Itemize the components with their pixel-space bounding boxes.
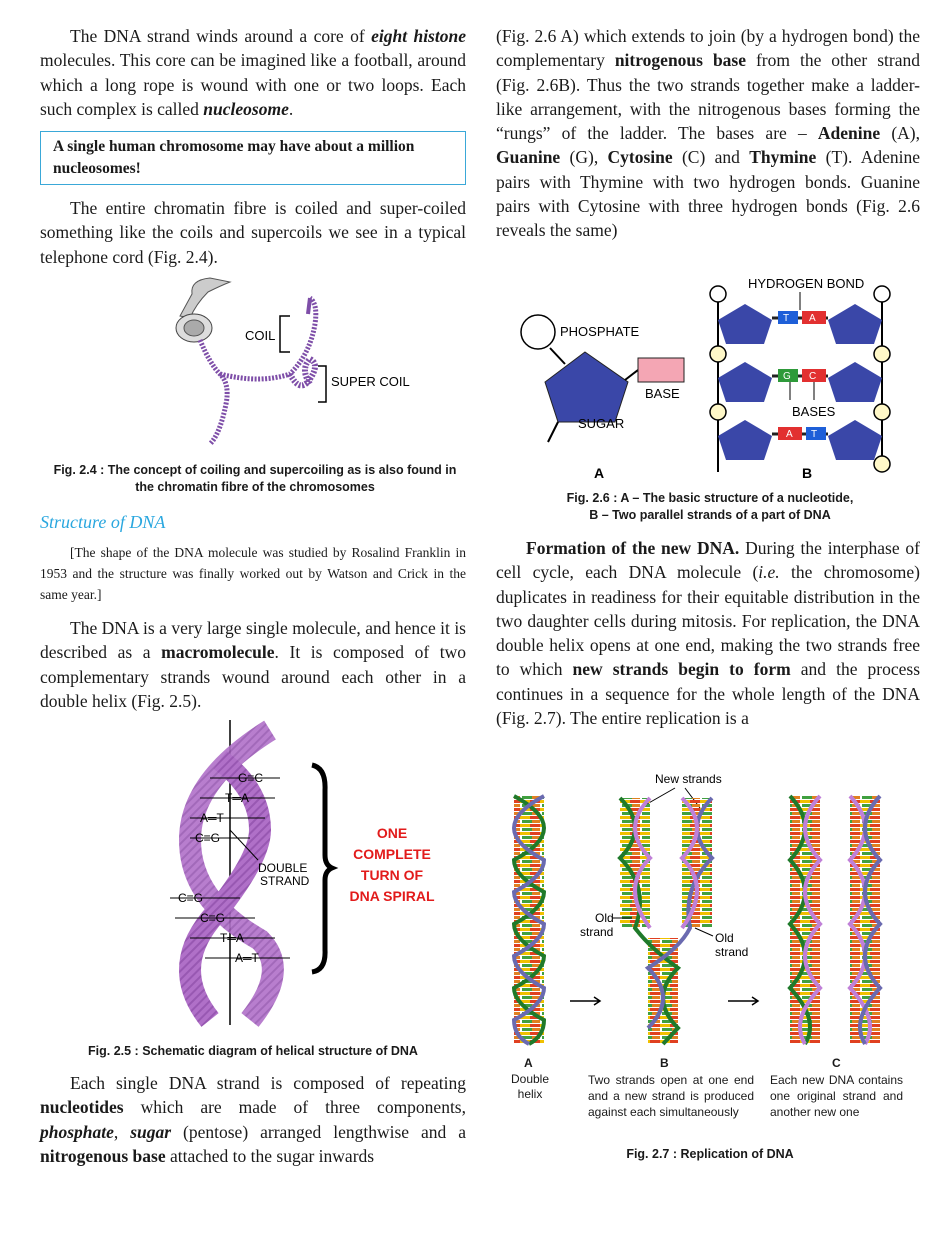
section-title: Structure of DNA bbox=[40, 512, 166, 532]
right-strand bbox=[828, 286, 890, 472]
base-label: BASE bbox=[645, 386, 680, 401]
super-coil-label: SUPER COIL bbox=[331, 374, 410, 389]
svg-text:T: T bbox=[811, 429, 818, 440]
helix-c bbox=[790, 796, 880, 1044]
helix-a bbox=[514, 796, 544, 1044]
svg-text:T: T bbox=[783, 313, 790, 324]
new-strands-label: New strands bbox=[655, 772, 722, 786]
pair-2: T═A bbox=[225, 791, 249, 805]
label-a: A bbox=[594, 465, 605, 481]
base-pair-rows bbox=[772, 311, 828, 440]
fig27-desc-c: Each new DNA contains one original strand and another new one bbox=[770, 1073, 903, 1119]
fig-2-7-caption: Fig. 2.7 : Replication of DNA bbox=[626, 1147, 794, 1161]
coil-label: COIL bbox=[245, 328, 276, 343]
fig27-label-b: B bbox=[660, 1056, 669, 1070]
base-rect bbox=[638, 358, 684, 382]
figure-2-7 bbox=[500, 768, 920, 1058]
svg-text:A: A bbox=[809, 313, 816, 324]
label-b: B bbox=[802, 465, 813, 481]
hydrogen-bond-label: HYDROGEN BOND bbox=[748, 276, 865, 291]
svg-text:DNA SPIRAL: DNA SPIRAL bbox=[349, 888, 435, 904]
fig27-desc-b: Two strands open at one end and a new strand is produced against each simultaneously bbox=[588, 1073, 754, 1119]
pair-5: C≡G bbox=[178, 891, 204, 905]
figure-2-5 bbox=[150, 720, 470, 1030]
pair-6: C≡G bbox=[200, 911, 226, 925]
pair-7: T═A bbox=[220, 931, 244, 945]
left-strand bbox=[710, 286, 772, 472]
phosphate-label: PHOSPHATE bbox=[560, 324, 640, 339]
svg-text:ONE: ONE bbox=[376, 825, 408, 841]
strand-label: STRAND bbox=[260, 874, 310, 888]
helix-b bbox=[620, 798, 712, 1044]
arrow-b-c bbox=[728, 997, 758, 1005]
pair-3: A═T bbox=[200, 811, 224, 825]
paragraph-macromolecule: The DNA is a very large single molecule, and hence it is described as a macromolecule. It is composed of two complementary strands wound around each other in a double helix (Fig. 2.5). bbox=[40, 618, 466, 711]
arrow-a-b bbox=[570, 997, 600, 1005]
fig-2-4-caption: Fig. 2.4 : The concept of coiling and supercoiling as is also found in the chromatin fibre of the chromosomes bbox=[53, 463, 457, 494]
svg-text:strand: strand bbox=[715, 945, 749, 959]
fig-2-5-caption: Fig. 2.5 : Schematic diagram of helical structure of DNA bbox=[88, 1044, 418, 1058]
svg-text:C: C bbox=[809, 371, 817, 382]
svg-text:COMPLETE: COMPLETE bbox=[353, 846, 431, 862]
fig27-label-a: A bbox=[524, 1056, 533, 1070]
figure-2-6 bbox=[510, 272, 910, 484]
paragraph-replication: Formation of the new DNA. During the interphase of cell cycle, each DNA molecule (i.e. the chromosome) duplicates in readiness for their equitable distribution in the two daughter cells during mitosis. For replication, the DNA double helix opens at one end, making the two strands free to which new strands begin to form and the process continues in a sequence for the whole length of the DNA (Fig. 2.7). The entire replication is a bbox=[496, 538, 921, 729]
paragraph-nucleotides: Each single DNA strand is composed of repeating nucleotides which are made of three components, phosphate, sugar (pentose) arranged lengthwise and a nitrogenous base attached to the sugar inwards bbox=[40, 1073, 466, 1166]
old-strand-label-left: Old bbox=[595, 911, 614, 925]
double-label: DOUBLE bbox=[258, 861, 308, 875]
figure-2-4 bbox=[150, 274, 450, 456]
telephone-receiver bbox=[176, 278, 230, 342]
sugar-label: SUGAR bbox=[578, 416, 625, 431]
svg-text:A: A bbox=[786, 429, 793, 440]
sugar-pentagon bbox=[545, 352, 628, 422]
pair-8: A═T bbox=[235, 951, 259, 965]
fig27-label-c: C bbox=[832, 1056, 841, 1070]
paragraph-bases: (Fig. 2.6 A) which extends to join (by a hydrogen bond) the complementary nitrogenous base from the other strand (Fig. 2.6B). Thus the two strands together make a ladder-like arrangement, with the nitrogenous bases forming the “rungs” of the ladder. The bases are – Adenine (A), Guanine (G), Cytosine (C) and Thymine (T). Adenine pairs with Thymine with two hydrogen bonds. Guanine pairs with Cytosine with three hydrogen bonds (Fig. 2.6 reveals the same) bbox=[496, 26, 921, 241]
svg-text:strand: strand bbox=[580, 925, 614, 939]
fig-2-6-caption: Fig. 2.6 : A – The basic structure of a nucleotide, B – Two parallel strands of a part of DNA bbox=[566, 491, 854, 522]
phosphate-circle bbox=[521, 315, 555, 349]
bases-label: BASES bbox=[792, 404, 836, 419]
svg-text:TURN OF: TURN OF bbox=[360, 867, 424, 883]
fig27-desc-a: Double helix bbox=[510, 1072, 550, 1101]
one-complete-turn-label bbox=[349, 825, 434, 904]
svg-text:G: G bbox=[783, 371, 791, 382]
paragraph-chromatin: The entire chromatin fibre is coiled and super-coiled something like the coils and supercoils we see in a typical telephone cord (Fig. 2.4). bbox=[40, 198, 466, 267]
highlight-box: A single human chromosome may have about a million nucleosomes! bbox=[40, 131, 466, 185]
paragraph-nucleosome: The DNA strand winds around a core of eight histone molecules. This core can be imagined like a football, around which a long rope is wound with one or two loops. Each such complex is called nucleosome. bbox=[40, 26, 466, 119]
pair-4: C≡G bbox=[195, 831, 221, 845]
pair-1: G≡C bbox=[238, 771, 264, 785]
old-strand-label-right: Old bbox=[715, 931, 734, 945]
note-franklin: [The shape of the DNA molecule was studied by Rosalind Franklin in 1953 and the structure was finally worked out by Watson and Crick in the same year.] bbox=[40, 545, 466, 602]
